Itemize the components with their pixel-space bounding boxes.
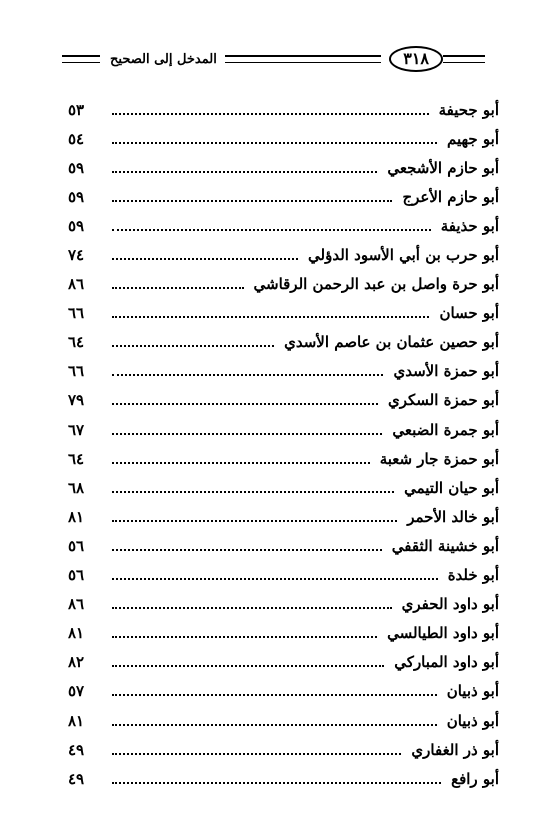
dot-leader xyxy=(112,491,394,493)
entry-page-number: ٦٦ xyxy=(68,304,85,323)
index-entry xyxy=(68,531,499,560)
index-entry xyxy=(68,328,499,357)
index-entry xyxy=(68,502,499,531)
dot-leader xyxy=(112,462,370,464)
entry-name: أبو ذبيان xyxy=(446,711,499,730)
entry-page-number: ٥٩ xyxy=(68,216,85,235)
index-entry xyxy=(68,415,499,444)
entry-page-number: ٨٢ xyxy=(68,653,85,672)
entry-page-number: ٨١ xyxy=(68,711,85,730)
index-entry xyxy=(68,735,499,764)
entry-page-number: ٥٣ xyxy=(68,100,85,119)
dot-leader xyxy=(112,229,431,231)
entry-name: أبو حصين عثمان بن عاصم الأسدي xyxy=(284,333,499,352)
entry-page-number: ٤٩ xyxy=(68,769,85,788)
entry-page-number: ٨١ xyxy=(68,624,85,643)
entry-page-number: ٥٩ xyxy=(68,187,85,206)
index-entry xyxy=(68,153,499,182)
dot-leader xyxy=(112,520,397,522)
dot-leader xyxy=(112,636,377,638)
entry-name: أبو داود المباركي xyxy=(394,653,499,672)
entry-name: أبو رافع xyxy=(451,769,499,788)
entry-page-number: ٦٤ xyxy=(68,333,85,352)
entry-name: أبو حازم الأشجعي xyxy=(387,158,499,177)
entry-page-number: ٥٤ xyxy=(68,129,85,148)
header-rule-left xyxy=(62,55,100,63)
index-entry xyxy=(68,473,499,502)
dot-leader xyxy=(112,316,429,318)
entry-name: أبو خلدة xyxy=(447,566,499,585)
entry-name: أبو حازم الأعرج xyxy=(402,187,499,206)
entry-name: أبو جحيفة xyxy=(438,100,499,119)
entry-page-number: ٥٦ xyxy=(68,536,85,555)
entry-page-number: ٦٦ xyxy=(68,362,85,381)
index-entry xyxy=(68,95,499,124)
index-entry xyxy=(68,357,499,386)
dot-leader xyxy=(112,549,382,551)
dot-leader xyxy=(112,142,437,144)
entry-name: أبو جهيم xyxy=(446,129,499,148)
index-entry xyxy=(68,706,499,735)
dot-leader xyxy=(112,374,383,376)
entry-page-number: ٧٩ xyxy=(68,391,85,410)
index-entry xyxy=(68,619,499,648)
index-entry xyxy=(68,561,499,590)
entry-name: أبو داود الطيالسي xyxy=(387,624,499,643)
entry-name: أبو ذبيان xyxy=(446,682,499,701)
index-entry xyxy=(68,124,499,153)
entry-page-number: ٨٦ xyxy=(68,275,85,294)
index-list xyxy=(68,95,499,793)
dot-leader xyxy=(112,433,382,435)
index-entry xyxy=(68,648,499,677)
dot-leader xyxy=(112,724,437,726)
running-header xyxy=(62,44,485,74)
dot-leader xyxy=(112,403,378,405)
entry-name: أبو حرة واصل بن عبد الرحمن الرقاشي xyxy=(253,275,499,294)
entry-page-number: ٦٤ xyxy=(68,449,85,468)
index-entry xyxy=(68,211,499,240)
dot-leader xyxy=(112,694,437,696)
entry-name: أبو خالد الأحمر xyxy=(407,507,499,526)
entry-name: أبو حمزة جار شعبة xyxy=(379,449,499,468)
header-rule-right xyxy=(443,55,485,63)
dot-leader xyxy=(112,258,298,260)
index-entry xyxy=(68,764,499,793)
entry-page-number: ٦٨ xyxy=(68,478,85,497)
entry-page-number: ٧٤ xyxy=(68,246,85,265)
entry-name: أبو جمرة الضبعي xyxy=(392,420,499,439)
entry-page-number: ٦٧ xyxy=(68,420,85,439)
entry-name: أبو حيان التيمي xyxy=(404,478,499,497)
entry-name: أبو خشينة الثقفي xyxy=(391,536,499,555)
entry-name: أبو داود الحفري xyxy=(401,595,499,614)
index-entry xyxy=(68,270,499,299)
entry-name: أبو حسان xyxy=(439,304,499,323)
entry-name: أبو حمزة الأسدي xyxy=(393,362,499,381)
dot-leader xyxy=(112,578,438,580)
entry-name: أبو حذيفة xyxy=(440,216,499,235)
index-entry xyxy=(68,386,499,415)
page-number: ٣١٨ xyxy=(389,46,443,72)
entry-page-number: ٤٩ xyxy=(68,740,85,759)
dot-leader xyxy=(112,200,392,202)
header-title: المدخل إلى الصحيح xyxy=(110,51,217,67)
entry-page-number: ٨١ xyxy=(68,507,85,526)
index-entry xyxy=(68,240,499,269)
entry-name: أبو حرب بن أبي الأسود الدؤلي xyxy=(308,246,499,265)
dot-leader xyxy=(112,607,392,609)
index-entry xyxy=(68,299,499,328)
entry-name: أبو ذر الغفاري xyxy=(411,740,499,759)
index-entry xyxy=(68,677,499,706)
dot-leader xyxy=(112,782,441,784)
entry-name: أبو حمزة السكري xyxy=(387,391,499,410)
dot-leader xyxy=(112,753,401,755)
entry-page-number: ٥٩ xyxy=(68,158,85,177)
header-rule-middle xyxy=(225,55,381,63)
dot-leader xyxy=(112,171,377,173)
entry-page-number: ٨٦ xyxy=(68,595,85,614)
dot-leader xyxy=(112,113,429,115)
entry-page-number: ٥٧ xyxy=(68,682,85,701)
dot-leader xyxy=(112,287,244,289)
index-entry xyxy=(68,590,499,619)
dot-leader xyxy=(112,345,274,347)
index-entry xyxy=(68,182,499,211)
entry-page-number: ٥٦ xyxy=(68,566,85,585)
index-entry xyxy=(68,444,499,473)
dot-leader xyxy=(112,665,384,667)
